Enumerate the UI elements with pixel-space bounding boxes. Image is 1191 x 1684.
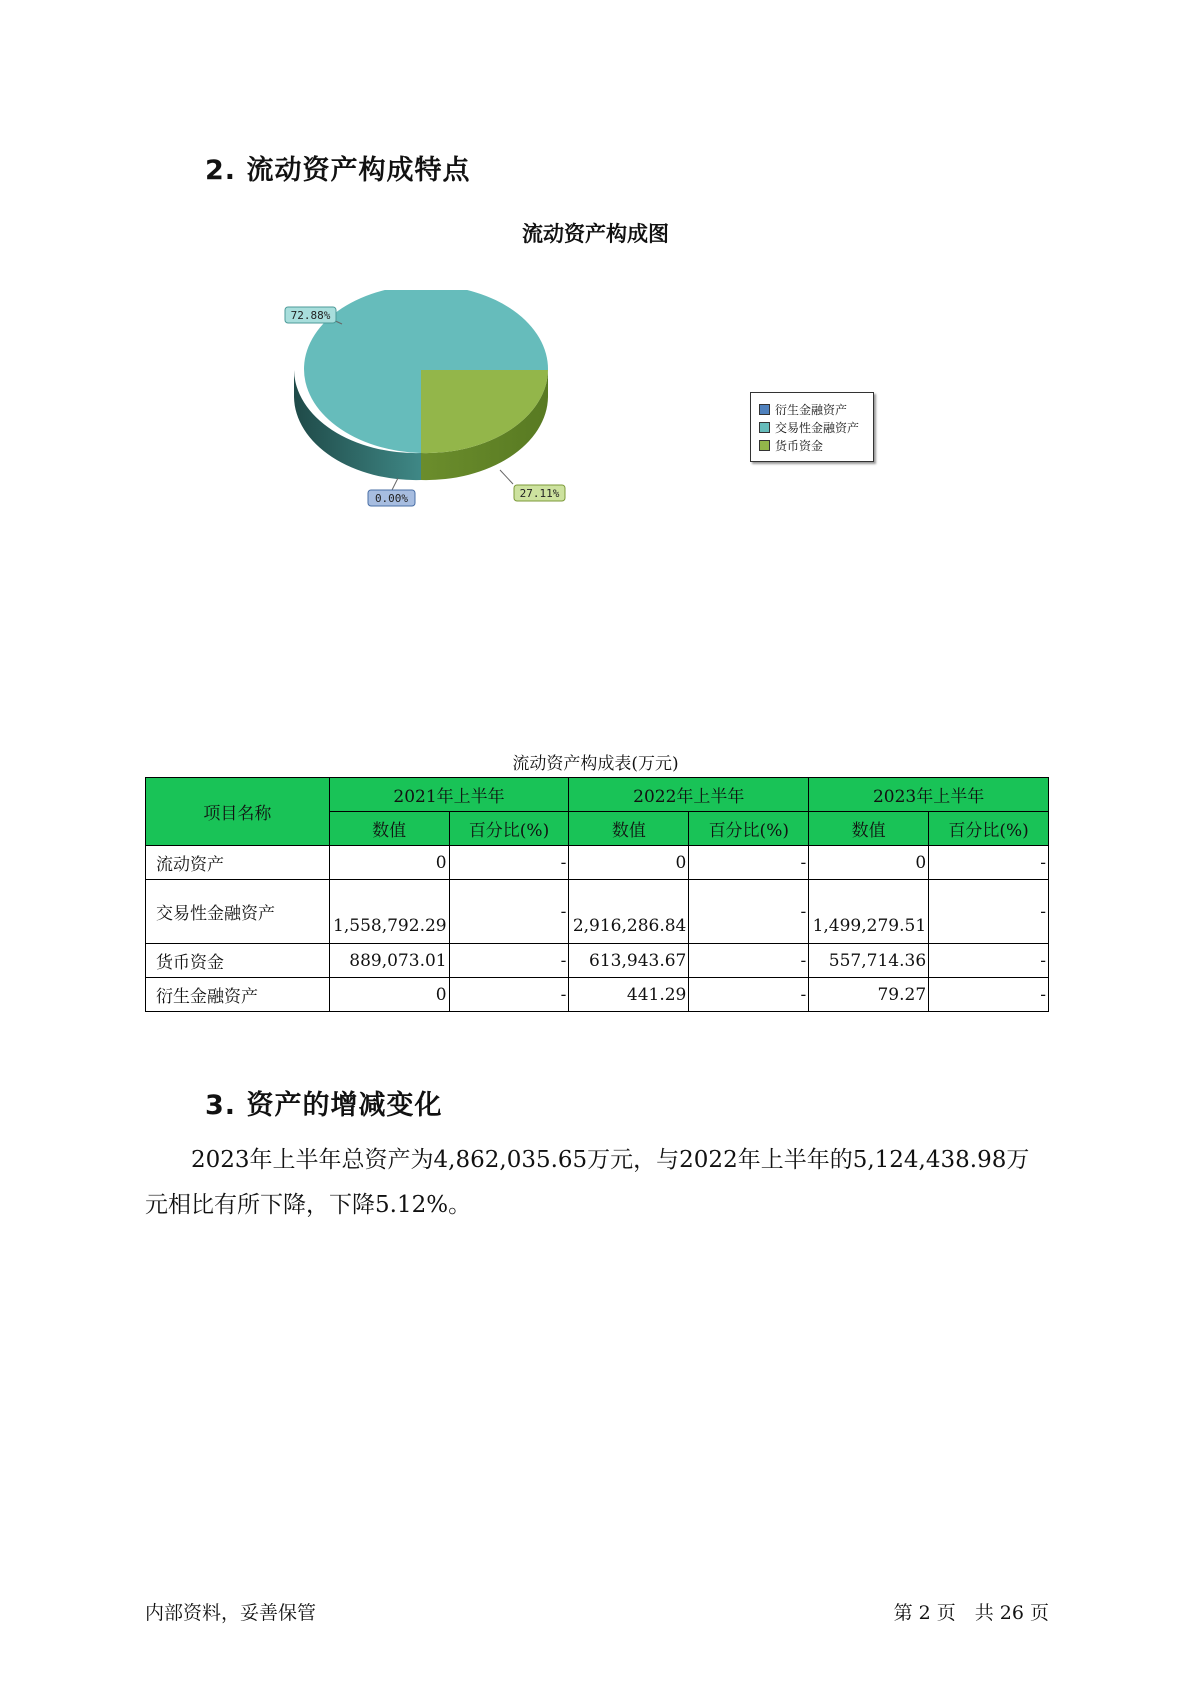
- cell: -: [929, 880, 1049, 944]
- label-trading: 72.88%: [290, 309, 331, 322]
- legend-swatch-derivative: [759, 404, 770, 415]
- header-value: 数值: [809, 812, 929, 846]
- table-row: [146, 846, 1049, 880]
- table-caption: 流动资产构成表(万元): [512, 754, 679, 774]
- legend-item-trading: [759, 418, 873, 436]
- table-row: [146, 880, 1049, 944]
- header-pct: 百分比(%): [929, 812, 1049, 846]
- cell: 613,943.67: [569, 944, 689, 978]
- cell: 1,499,279.51: [809, 880, 929, 944]
- cell: -: [689, 944, 809, 978]
- cell: 0: [809, 846, 929, 880]
- header-item-name: 项目名称: [146, 778, 330, 846]
- cell: -: [689, 978, 809, 1012]
- header-period-2022: 2022年上半年: [569, 778, 809, 812]
- cell: 0: [329, 978, 449, 1012]
- row-name: 货币资金: [146, 944, 330, 978]
- footer-confidential: 内部资料，妥善保管: [145, 1602, 317, 1624]
- cell: -: [929, 978, 1049, 1012]
- cell: -: [449, 944, 569, 978]
- cell: -: [929, 944, 1049, 978]
- legend-swatch-trading: [759, 422, 770, 433]
- row-name: 交易性金融资产: [146, 880, 330, 944]
- table-row: [146, 944, 1049, 978]
- cell: -: [449, 978, 569, 1012]
- current-assets-table: [145, 777, 1049, 1012]
- pie-chart: [250, 290, 580, 520]
- header-period-2023: 2023年上半年: [809, 778, 1049, 812]
- chart-legend: [750, 392, 874, 462]
- header-value: 数值: [569, 812, 689, 846]
- cell: 557,714.36: [809, 944, 929, 978]
- cell: 2,916,286.84: [569, 880, 689, 944]
- cell: -: [929, 846, 1049, 880]
- table-row: [146, 978, 1049, 1012]
- label-derivative: 0.00%: [374, 492, 409, 505]
- cell: 0: [329, 846, 449, 880]
- header-pct: 百分比(%): [449, 812, 569, 846]
- cell: 889,073.01: [329, 944, 449, 978]
- legend-swatch-cash: [759, 440, 770, 451]
- footer-page-number: 第 2 页 共 26 页: [893, 1602, 1049, 1624]
- cell: 441.29: [569, 978, 689, 1012]
- cell: -: [689, 846, 809, 880]
- section-2-title: 2. 流动资产构成特点: [205, 155, 471, 186]
- row-name: 衍生金融资产: [146, 978, 330, 1012]
- section-3-title: 3. 资产的增减变化: [205, 1090, 443, 1121]
- row-name: 流动资产: [146, 846, 330, 880]
- chart-title: 流动资产构成图: [522, 222, 669, 246]
- header-value: 数值: [329, 812, 449, 846]
- legend-item-derivative: [759, 400, 873, 418]
- body-paragraph: 2023年上半年总资产为4,862,035.65万元，与2022年上半年的5,124,438.98万元相比有所下降，下降5.12%。: [145, 1147, 1030, 1218]
- cell: 79.27: [809, 978, 929, 1012]
- cell: 1,558,792.29: [329, 880, 449, 944]
- cell: -: [689, 880, 809, 944]
- header-pct: 百分比(%): [689, 812, 809, 846]
- legend-label: 交易性金融资产: [775, 420, 860, 435]
- legend-item-cash: [759, 436, 873, 454]
- legend-label: 货币资金: [775, 438, 824, 453]
- cell: -: [449, 846, 569, 880]
- legend-label: 衍生金融资产: [775, 402, 848, 417]
- cell: 0: [569, 846, 689, 880]
- header-period-2021: 2021年上半年: [329, 778, 569, 812]
- label-cash: 27.11%: [519, 487, 560, 500]
- cell: -: [449, 880, 569, 944]
